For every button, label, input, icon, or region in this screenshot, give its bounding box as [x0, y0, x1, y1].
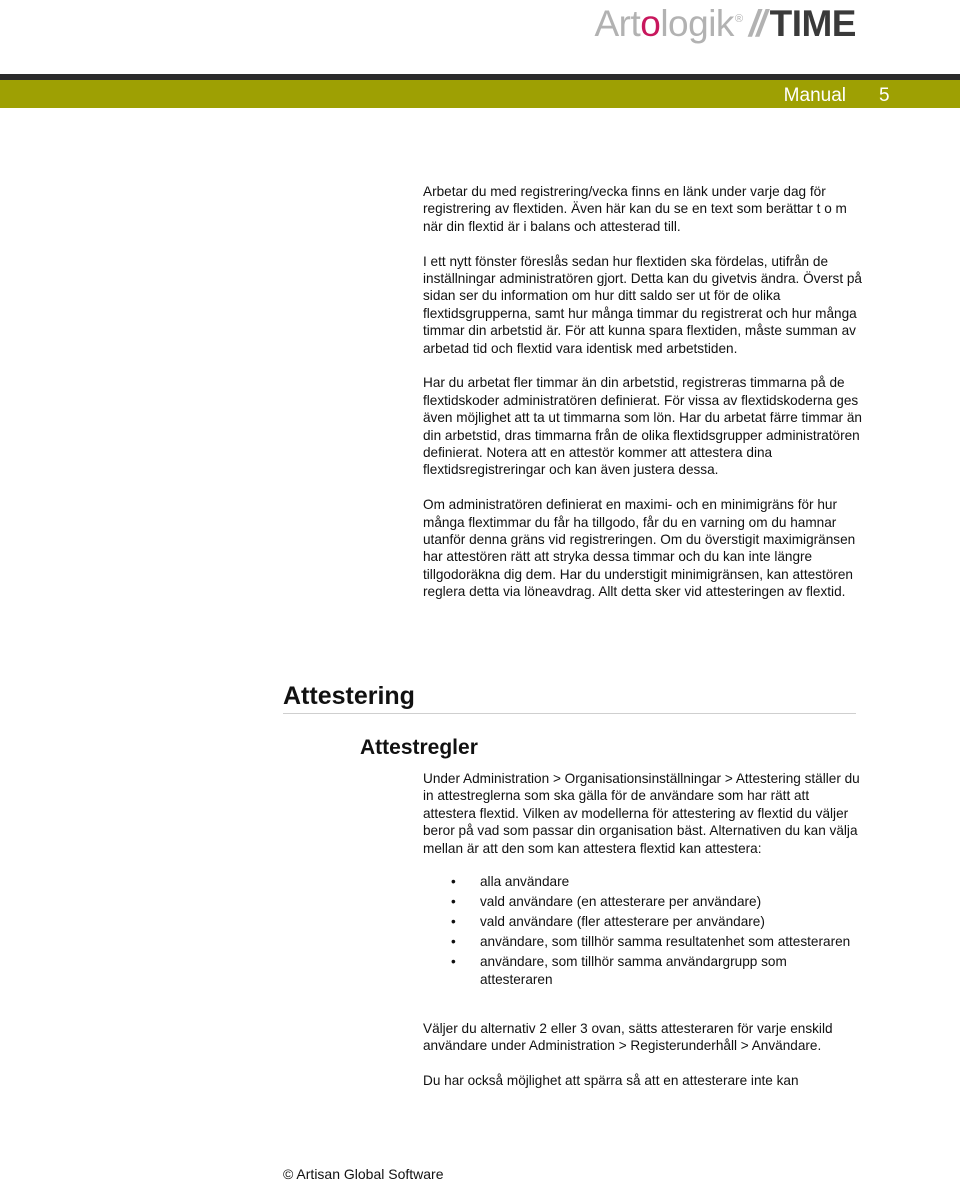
- logo-brand: Artologik: [594, 3, 734, 44]
- logo-product-name: TIME: [769, 3, 856, 44]
- paragraph-more-hours: Har du arbetat fler timmar än din arbetstid, registreras timmarna på de flextidskoder administratören definierat. För vissa av flextidskoderna ges även möjlighet att ta ut timmarna som lön. Har du arbetat färre timmar än din arbetstid, dras timmarna från de olika flextidsgrupper administratören definierat. Notera att en attestör kommer att attestera dina flextidsregistreringar och kan även justera dessa.: [423, 375, 862, 478]
- list-item: • vald användare (fler attesterare per användare): [451, 914, 765, 929]
- list-item: • användare, som tillhör samma användargrupp som attesteraren: [451, 954, 787, 987]
- attester-options-list: [423, 873, 863, 991]
- heading-attestregler: Attestregler: [360, 736, 478, 759]
- paragraph-new-window: I ett nytt fönster föreslås sedan hur flextiden ska fördelas, utifrån de inställningar administratören gjort. Detta kan du givetvis ändra. Överst på sidan ser du information om hur ditt saldo ser ut för de olika flextidsgrupperna, samt hur många timmar du registrerat och hur många timmar din arbetstid är. För att kunna spara flextiden, måste summan av arbetad tid och flextid vara identisk med arbetstiden.: [423, 253, 862, 356]
- intro-text-block: [423, 183, 863, 618]
- bullet-icon: •: [451, 894, 456, 909]
- logo-slashes: //: [749, 3, 764, 44]
- list-item: • vald användare (en attesterare per användare): [451, 894, 762, 909]
- footer-copyright: © Artisan Global Software: [283, 1166, 444, 1182]
- bullet-icon: •: [451, 874, 456, 889]
- paragraph-alternative-2-3: Väljer du alternativ 2 eller 3 ovan, sätts attesteraren för varje enskild användare under Administration > Registerunderhåll > Användare.: [423, 1021, 833, 1054]
- paragraph-limits: Om administratören definierat en maximi- och en minimigräns för hur många flextimmar du får ha tillgodo, får du en varning om du hamnar utanför denna gräns vid registreringen. Om du överstigit maximigränsen har attestören rätt att stryka dessa timmar och du kan inte längre tillgodoräkna dig dem. Har du understigit minimigränsen, kan attestören reglera detta via löneavdrag. Allt detta sker vid attesteringen av flextid.: [423, 497, 856, 600]
- bullet-icon: •: [451, 954, 456, 969]
- list-item: • alla användare: [451, 874, 570, 889]
- attest-intro-block: [423, 770, 863, 874]
- paragraph-attest-settings: Under Administration > Organisationsinställningar > Attestering ställer du in attestreglerna som ska gälla för de användare som har rätt att attestera flextid. Vilken av modellerna för attestering av flextid du väljer beror på vad som passar din organisation bäst. Alternativen du kan välja mellan är att den som kan attestera flextid kan attestera:: [423, 771, 860, 856]
- artologik-time-logo: [594, 2, 856, 46]
- logo-registered-mark: ®: [734, 13, 744, 25]
- attest-followup-block: [423, 1020, 863, 1107]
- paragraph-lock-option: Du har också möjlighet att spärra så att en attesterare inte kan: [423, 1073, 799, 1089]
- section-label: Manual: [783, 85, 846, 106]
- list-item: • användare, som tillhör samma resultatenhet som attesteraren: [451, 934, 851, 949]
- paragraph-flextid-link: Arbetar du med registrering/vecka finns en länk under varje dag för registrering av flextiden. Även här kan du se en text som berättar t o m när din flextid är i balans och attesterad till.: [423, 184, 847, 234]
- heading-divider: [283, 713, 856, 714]
- heading-attestering: Attestering: [283, 682, 415, 710]
- bullet-icon: •: [451, 914, 456, 929]
- bullet-icon: •: [451, 934, 456, 949]
- page-number: 5: [879, 85, 890, 106]
